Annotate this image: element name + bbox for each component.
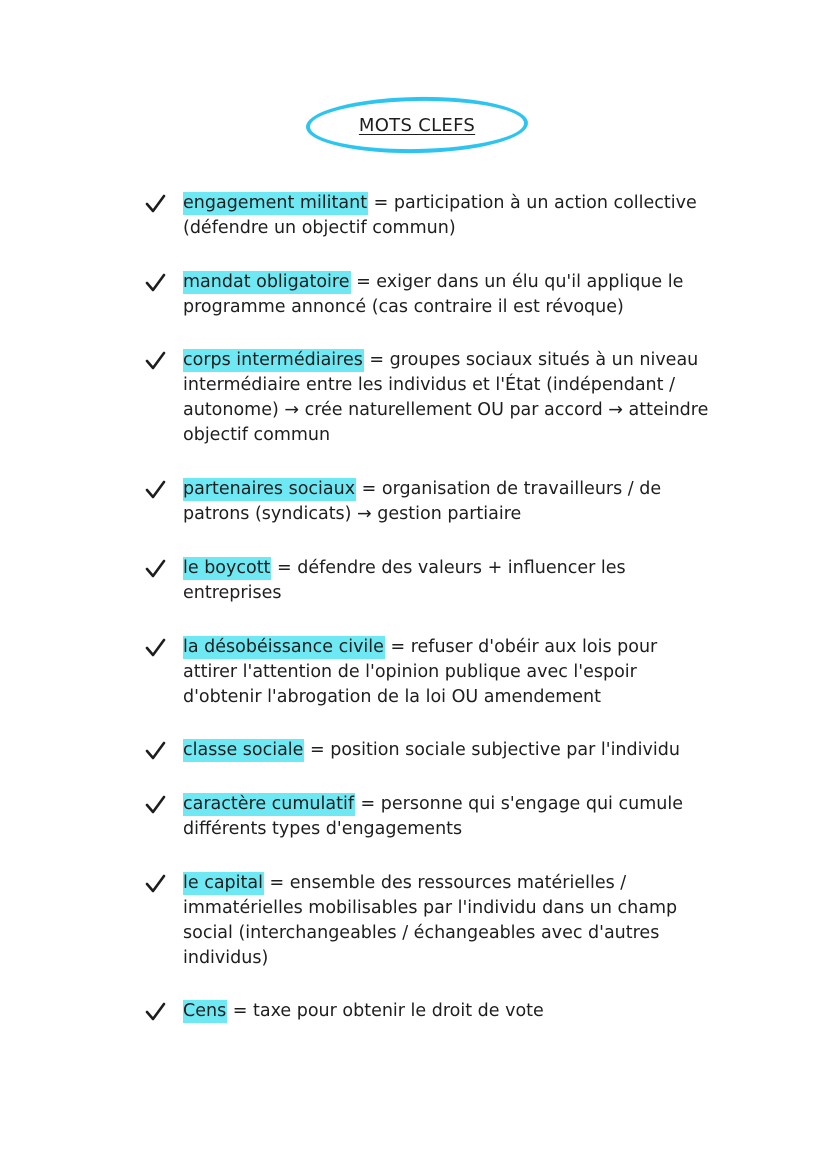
checkmark-icon: [145, 191, 167, 216]
term-highlight: mandat obligatoire: [183, 272, 350, 292]
definition: = ensemble des ressources matérielles / immatérielles mobilisables par l'individu dans un champ social (interchangeables / échangeables avec d'autres individus): [183, 873, 678, 968]
checkmark-icon: [145, 270, 167, 295]
term-highlight: la désobéissance civile: [183, 637, 384, 657]
checkmark-icon: [145, 556, 167, 581]
item-text: [183, 348, 743, 448]
item-text: [183, 635, 703, 710]
definition: = taxe pour obtenir le droit de vote: [227, 1001, 544, 1021]
checkmark-icon: [145, 871, 167, 896]
item-text: [183, 556, 663, 606]
term-highlight: Cens: [183, 1001, 227, 1021]
term-highlight: engagement militant: [183, 193, 368, 213]
term-highlight: le boycott: [183, 558, 271, 578]
item-text: [183, 999, 743, 1024]
item-text: [183, 191, 743, 241]
definition: = refuser d'obéir aux lois pour attirer l'attention de l'opinion publique avec l'espoir d'obtenir l'abrogation de la loi OU amendement: [183, 637, 658, 707]
definition: = personne qui s'engage qui cumule différents types d'engagements: [183, 794, 683, 839]
definition: = exiger dans un élu qu'il applique le programme annoncé (cas contraire il est révoque): [183, 272, 684, 317]
definition: = défendre des valeurs + influencer les entreprises: [183, 558, 626, 603]
term-highlight: corps intermédiaires: [183, 350, 363, 370]
checkmark-icon: [145, 477, 167, 502]
term-highlight: classe sociale: [183, 740, 304, 760]
item-text: [183, 792, 713, 842]
term-highlight: le capital: [183, 873, 263, 893]
page-title: MOTS CLEFS: [358, 114, 476, 136]
item-text: [183, 738, 743, 763]
definition: = organisation de travailleurs / de patrons (syndicats) → gestion partiaire: [183, 479, 662, 524]
definition: = participation à un action collective (défendre un objectif commun): [183, 193, 697, 238]
definition: = position sociale subjective par l'individu: [304, 740, 680, 760]
checkmark-icon: [145, 635, 167, 660]
item-text: [183, 270, 743, 320]
definition: = groupes sociaux situés à un niveau intermédiaire entre les individus et l'État (indépendant / autonome) → crée naturellement OU par accord → atteindre objectif commun: [183, 350, 709, 445]
checkmark-icon: [145, 738, 167, 763]
term-highlight: caractère cumulatif: [183, 794, 354, 814]
checkmark-icon: [145, 792, 167, 817]
checkmark-icon: [145, 348, 167, 373]
checkmark-icon: [145, 999, 167, 1024]
item-text: [183, 477, 683, 527]
term-highlight: partenaires sociaux: [183, 479, 356, 499]
item-text: [183, 871, 723, 971]
